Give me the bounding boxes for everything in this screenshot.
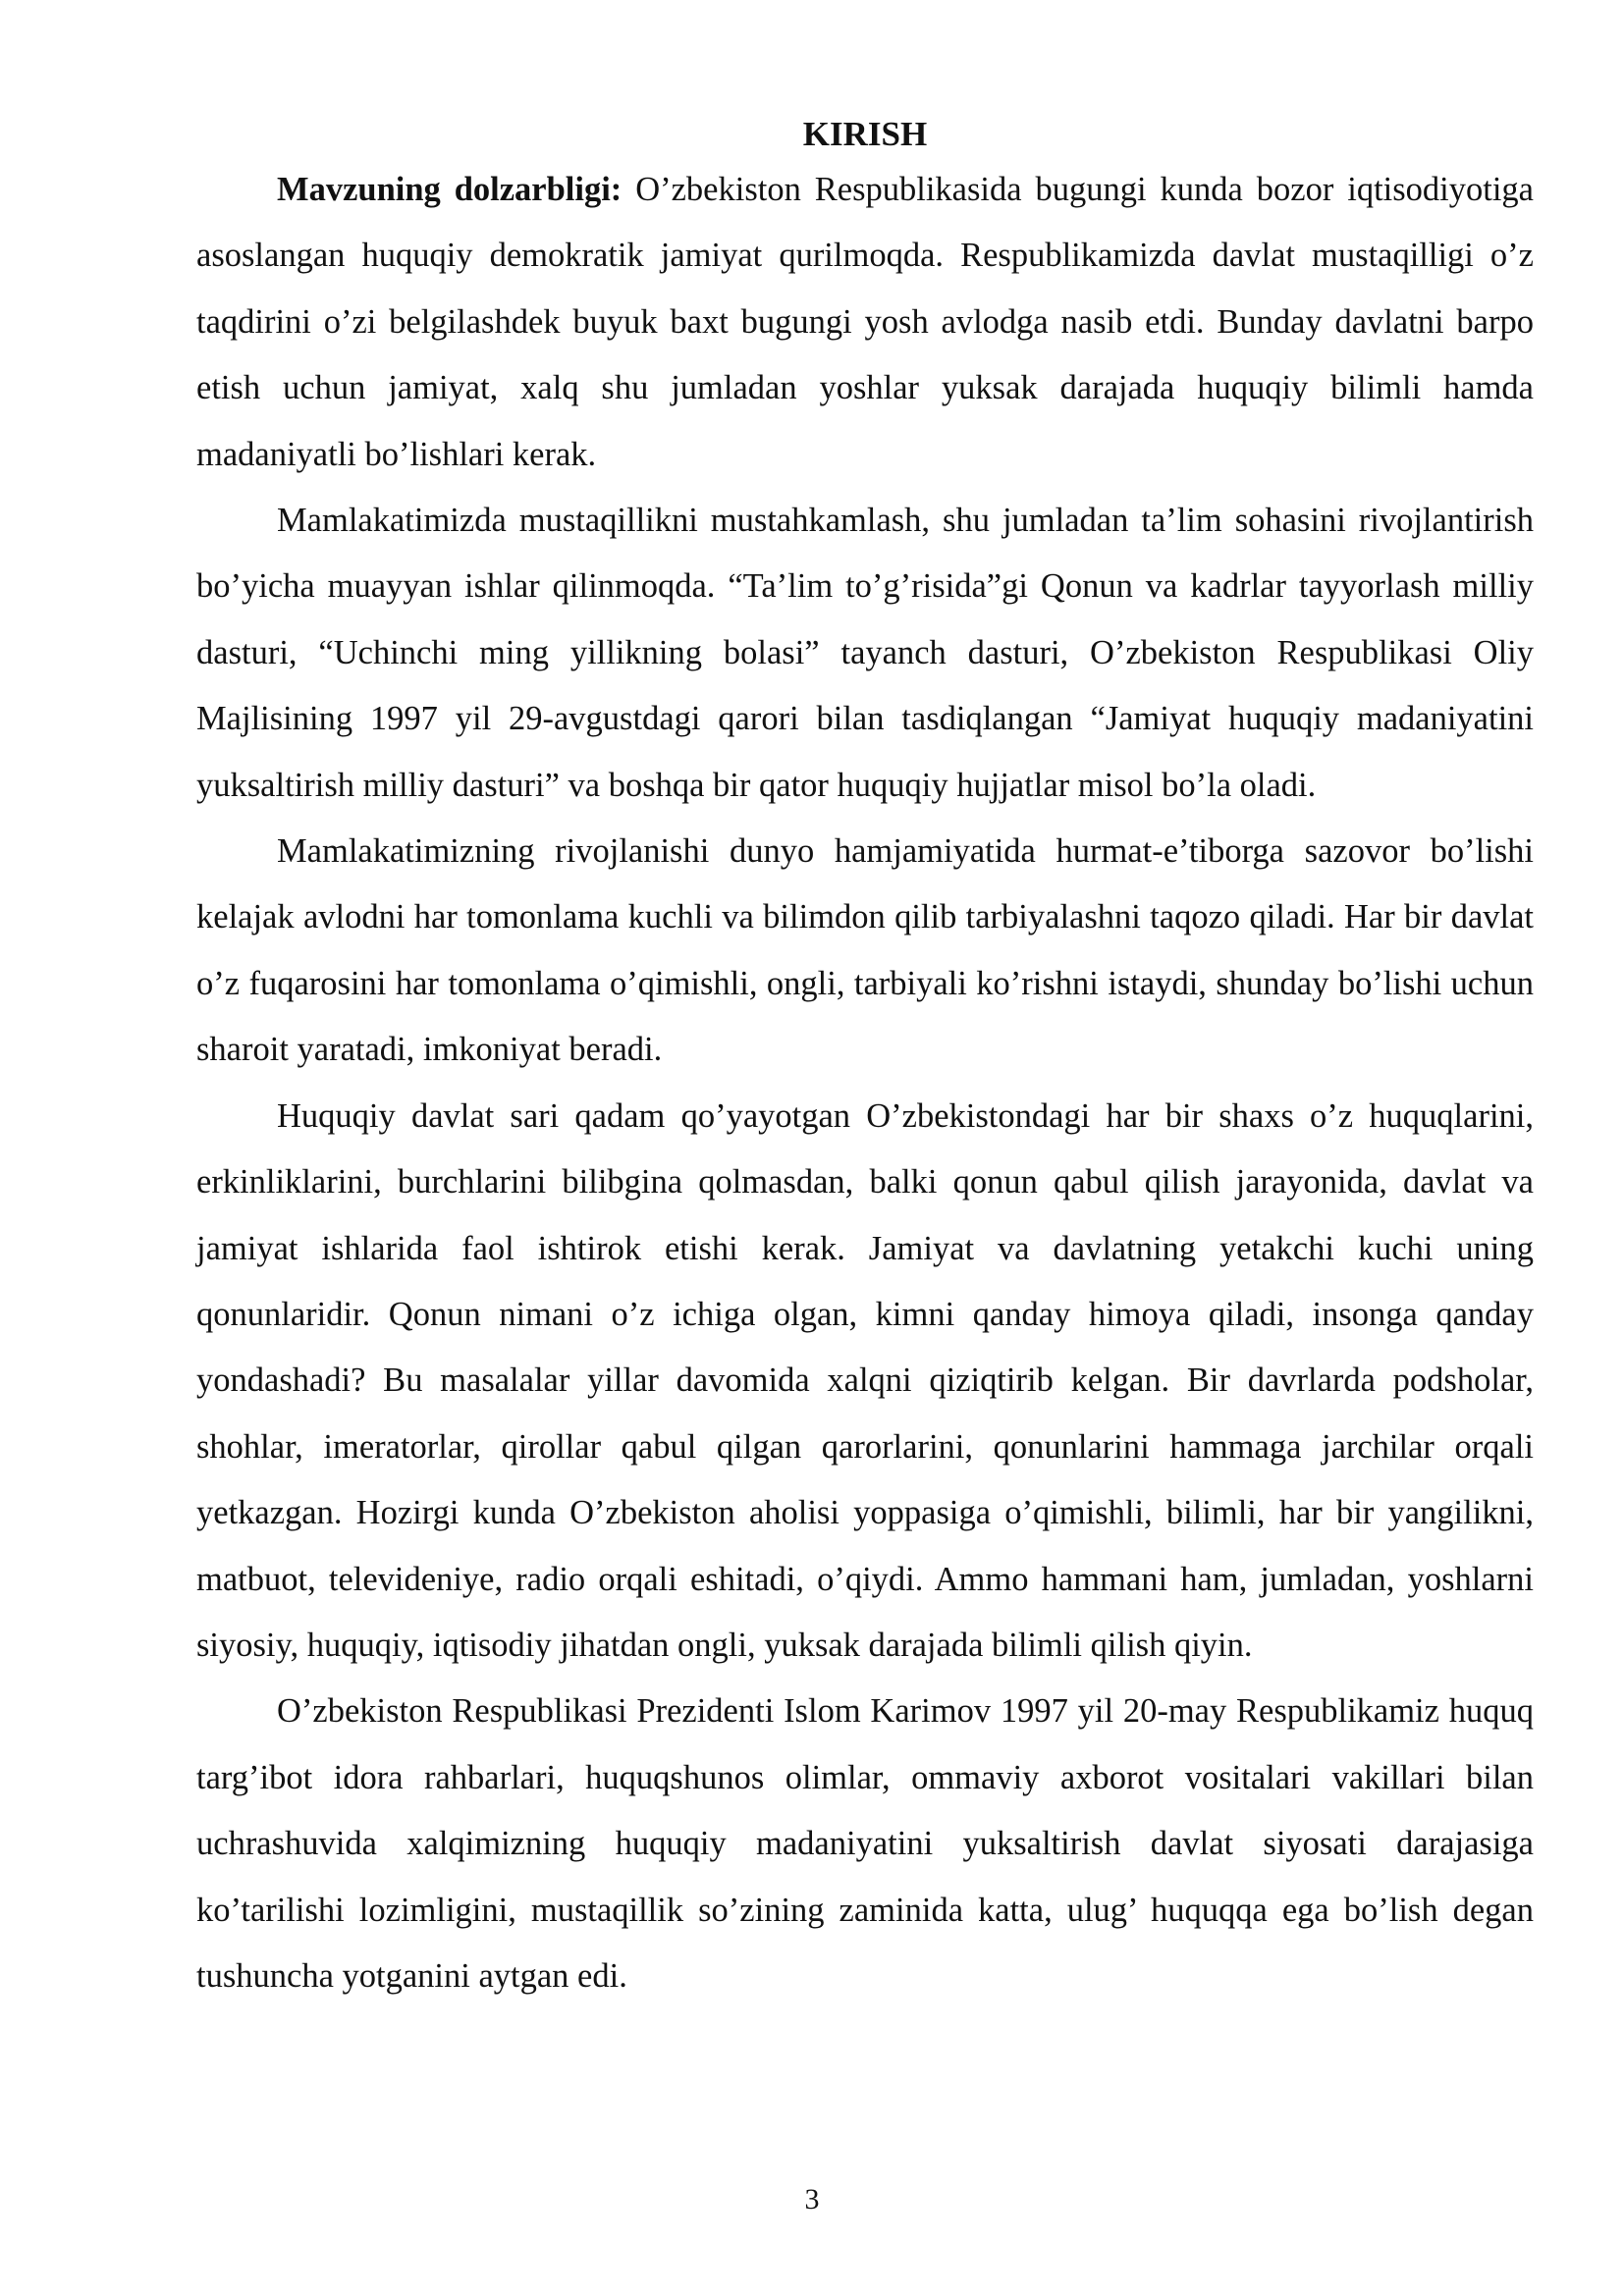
paragraph-development: Mamlakatimizning rivojlanishi dunyo hamjamiyatida hurmat-e’tiborga sazovor bo’lishi kelajak avlodni har tomonlama kuchli va bilimdon qilib tarbiyalashni taqozo qiladi. Har bir davlat o’z fuqarosini har tomonlama o’qimishli, ongli, tarbiyali ko’rishni istaydi, shunday bo’lishi uchun sharoit yaratadi, imkoniyat beradi. [196, 832, 1534, 1069]
section-heading: KIRISH [802, 115, 928, 153]
page-number: 3 [804, 2183, 820, 2216]
document-page [196, 110, 1534, 2009]
paragraph-president-speech: O’zbekiston Respublikasi Prezidenti Islom Karimov 1997 yil 20-may Respublikamiz huquq targ’ibot idora rahbarlari, huquqshunos olimlar, ommaviy axborot vositalari vakillari bilan uchrashuvida xalqimizning huquqiy madaniyatini yuksaltirish davlat siyosati darajasiga ko’tarilishi lozimligini, mustaqillik so’zining zaminida katta, ulug’ huquqqa ega bo’lish degan tushuncha yotganini aytgan edi. [196, 1692, 1534, 1995]
paragraph-lead: Mavzuning dolzarbligi: [277, 171, 623, 208]
paragraph-relevance [196, 157, 1534, 488]
paragraph-education-reforms: Mamlakatimizda mustaqillikni mustahkamlash, shu jumladan ta’lim sohasini rivojlantirish bo’yicha muayyan ishlar qilinmoqda. “Ta’lim to’g’risida”gi Qonun va kadrlar tayyorlash milliy dasturi, “Uchinchi ming yillikning bolasi” tayanch dasturi, O’zbekiston Respublikasi Oliy Majlisining 1997 yil 29-avgustdagi qarori bilan tasdiqlangan “Jamiyat huquqiy madaniyatini yuksaltirish milliy dasturi” va boshqa bir qator huquqiy hujjatlar misol bo’la oladi. [196, 502, 1534, 804]
paragraph-legal-state: Huquqiy davlat sari qadam qo’yayotgan O’zbekistondagi har bir shaxs o’z huquqlarini, erkinliklarini, burchlarini bilibgina qolmasdan, balki qonun qabul qilish jarayonida, davlat va jamiyat ishlarida faol ishtirok etishi kerak. Jamiyat va davlatning yetakchi kuchi uning qonunlaridir. Qonun nimani o’z ichiga olgan, kimni qanday himoya qiladi, insonga qanday yondashadi? Bu masalalar yillar davomida xalqni qiziqtirib kelgan. Bir davrlarda podsholar, shohlar, imeratorlar, qirollar qabul qilgan qarorlarini, qonunlarini hammaga jarchilar orqali yetkazgan. Hozirgi kunda O’zbekiston aholisi yoppasiga o’qimishli, bilimli, har bir yangilikni, matbuot, televideniye, radio orqali eshitadi, o’qiydi. Ammo hammani ham, jumladan, yoshlarni siyosiy, huquqiy, iqtisodiy jihatdan ongli, yuksak darajada bilimli qilish qiyin. [196, 1096, 1534, 1664]
paragraph-text: O’zbekiston Respublikasida bugungi kunda bozor iqtisodiyotiga asoslangan huquqiy demokratik jamiyat qurilmoqda. Respublikamizda davlat mustaqilligi o’z taqdirini o’zi belgilashdek buyuk baxt bugungi yosh avlodga nasib etdi. Bunday davlatni barpo etish uchun jamiyat, xalq shu jumladan yoshlar yuksak darajada huquqiy bilimli hamda madaniyatli bo’lishlari kerak. [196, 171, 1534, 473]
